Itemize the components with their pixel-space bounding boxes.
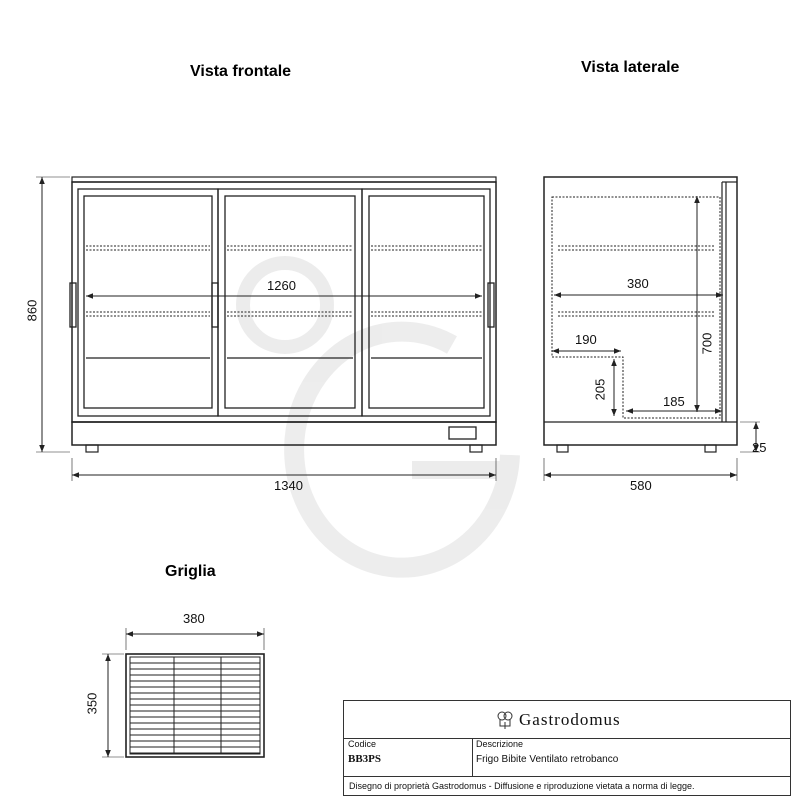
code-value: BB3PS xyxy=(348,753,382,765)
side-view-title: Vista laterale xyxy=(581,59,680,76)
dim-side-inner-depth: 380 xyxy=(627,276,649,291)
side-foot-left xyxy=(557,445,568,452)
dim-side-total-depth: 580 xyxy=(630,478,652,493)
front-control-panel xyxy=(449,427,476,439)
dim-side-feet-height: 25 xyxy=(752,440,767,455)
code-cell xyxy=(344,738,473,776)
front-handle-right xyxy=(488,283,494,327)
description-label: Descrizione xyxy=(476,739,524,749)
front-handle-middle xyxy=(212,283,218,327)
chef-hat-icon xyxy=(496,710,514,730)
front-foot-left xyxy=(86,445,98,452)
gastrodomus-logo xyxy=(496,710,621,730)
title-block-logo-row xyxy=(344,701,790,739)
front-foot-right xyxy=(470,445,482,452)
front-glass-right xyxy=(369,196,484,408)
code-label: Codice xyxy=(348,739,377,749)
title-block xyxy=(343,700,791,796)
dim-side-step-width: 190 xyxy=(575,332,597,347)
grid-view-title: Griglia xyxy=(165,563,216,580)
dim-grid-width: 380 xyxy=(183,611,205,626)
side-foot-right xyxy=(705,445,716,452)
side-inner-profile xyxy=(552,197,720,418)
side-view xyxy=(544,177,760,481)
front-glass-left xyxy=(84,196,212,408)
dim-front-inner-width: 1260 xyxy=(267,278,296,293)
title-block-info-row xyxy=(344,738,790,777)
front-handle-left xyxy=(70,283,76,327)
front-door-left xyxy=(78,189,218,416)
grid-bars xyxy=(130,663,260,753)
dim-front-total-width: 1340 xyxy=(274,478,303,493)
watermark-logo xyxy=(243,263,510,568)
description-cell xyxy=(472,738,790,776)
description-value: Frigo Bibite Ventilato retrobanco xyxy=(476,754,619,765)
front-view-title: Vista frontale xyxy=(190,63,292,80)
dim-side-inner-height: 700 xyxy=(699,332,715,355)
front-base xyxy=(72,422,496,445)
front-body xyxy=(72,182,496,422)
dim-front-height: 860 xyxy=(24,299,40,322)
dim-grid-depth: 350 xyxy=(84,692,100,715)
dim-side-step-height: 205 xyxy=(592,378,608,401)
brand-name: Gastrodomus xyxy=(519,710,621,729)
copyright-notice: Disegno di proprietà Gastrodomus - Diffusione e riproduzione vietata a norma di legge. xyxy=(349,781,695,791)
dim-side-lower-depth: 185 xyxy=(663,394,685,409)
grid-view xyxy=(102,628,264,757)
side-body xyxy=(544,177,737,445)
front-door-right xyxy=(362,189,490,416)
